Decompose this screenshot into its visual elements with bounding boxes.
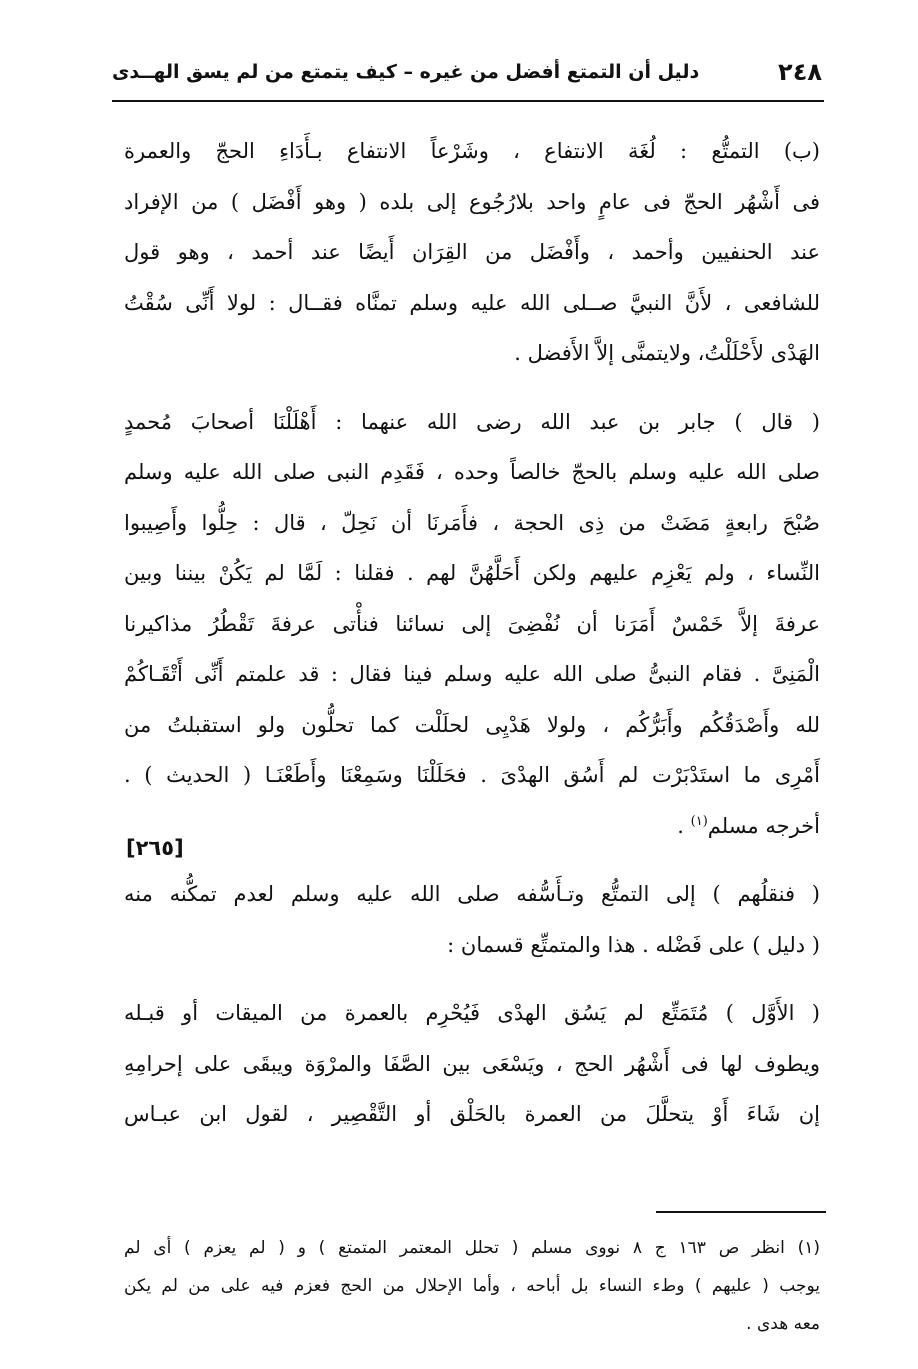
- text-line: ( الأَوَّل ) مُتَمَتِّع لم يَسُق الهدْى فَيُحْرِم بالعمرة من الميقات أو قبـله: [124, 1001, 820, 1025]
- footnote-line: معه هدى .: [746, 1314, 820, 1334]
- footnote-marker: (١): [690, 813, 708, 829]
- text-line: ( دليل ) على فَضْله . هذا والمتمتِّع قسمان :: [447, 932, 820, 957]
- text-line: الهَدْى لأَحْلَلْتُ، ولايتمنَّى إلاَّ الأَفضل .: [514, 341, 820, 365]
- paragraph-gap: [124, 851, 820, 869]
- paragraph-gap: [124, 970, 820, 988]
- text-line: أَمْرِى ما استَدْبَرْت لم أَسُق الهدْىَ . فحَلَلْنَا وسَمِعْنَا وأَطَعْنَـا ( الحديث ) .: [124, 763, 820, 787]
- text-line: (ب) التمتُّع : لُغَة الانتفاع ، وشَرْعاً الانتفاع بـأَدَاءِ الحجّ والعمرة: [124, 139, 820, 163]
- text-line: الْمَنِىَّ . فقام النبىُّ صلى الله عليه وسلم فينا فقال : قد علمتم أَنِّى أَتْقَـاكُمْ: [124, 662, 820, 686]
- header-rule: [112, 100, 824, 102]
- text-line: فى أَشْهُر الحجّ فى عامٍ واحد بلارُجُوع إلى بلده ( وهو أَفْضَل ) من الإفراد: [124, 189, 820, 214]
- page-number: ٢٤٨: [778, 58, 822, 86]
- paragraph-gap: [124, 379, 820, 397]
- paragraph-first-type: [124, 988, 820, 1140]
- page-header: [112, 52, 822, 92]
- text-line: للشافعى ، لأَنَّ النبيَّ صــلى الله عليه وسلم تمنَّاه فقــال : لولا أَنِّى سُقْتُ: [124, 290, 820, 315]
- running-title: دليل أن التمتع أفضل من غيره – كيف يتمتع من لم يسق الهــدى: [112, 61, 700, 83]
- text-line: النِّساء ، ولم يَعْزِم عليهم ولكن أَحَلَّهُنَّ لهم . فقلنا : لَمَّا لم يَكُنْ بيننا وبين: [124, 561, 820, 585]
- footnote-rule: [656, 1211, 826, 1213]
- footnote-line: يوجب ( عليهم ) وطء النساء بل أباحه ، وأما الإحلال من الحج فعزم فيه على من لم يكن: [124, 1276, 820, 1296]
- footnotes: [124, 1229, 820, 1343]
- text-line: إن شَاءَ أَوْ يتحلَّلَ من العمرة بالحَلْق أو التَّقْصِير ، لقول ابن عبـاس: [124, 1102, 820, 1126]
- hadith-number: [٢٦٥]: [126, 836, 184, 860]
- text-line: صلى الله عليه وسلم بالحجّ خالصاً وحده ، فَقَدِم النبى صلى الله عليه وسلم: [124, 460, 820, 484]
- text-line: عرفةَ إلاَّ خَمْسٌ أَمَرَنا أن نُفْضِىَ إلى نسائنا فنأْتى عرفةَ تَقْطُرُ مذاكيرنا: [124, 611, 820, 636]
- text-line: صُبْحَ رابعةٍ مَضَتْ من ذِى الحجة ، فأَمَرنَا أن نَحِلّ ، قال : حِلُّوا وأَصِيبوا: [124, 510, 820, 535]
- text-line: ويطوف لها فى أَشْهُر الحج ، ويَسْعَى بين الصَّفَا والمرْوَة ويبقَى على إحرامِهِ: [124, 1051, 820, 1076]
- paragraph-hadith-jabir: [124, 397, 820, 852]
- paragraph-tamattu-definition: [124, 126, 820, 379]
- paragraph-evidence: [124, 869, 820, 970]
- text-line: ( فنقلُهم ) إلى التمتُّع وتـأَسُّفه صلى الله عليه وسلم لعدم تمكُّنه منه: [124, 882, 820, 906]
- main-text: [124, 126, 820, 1140]
- hadith-source: أخرجه مسلم: [707, 813, 820, 838]
- text-line: لله وأَصْدَقُكُم وأَبَرُّكُم ، ولولا هَدْيِى لحلَلْت كما تحلُّون ولو استقبلتُ من: [124, 712, 820, 737]
- hadith-source-line: أخرجه مسلم$^{(١)}$ .: [677, 813, 820, 838]
- text-line: عند الحنفيين وأحمد ، وأَفْضَل من القِرَان أَيضًا عند أحمد ، وهو قول: [124, 240, 820, 264]
- text-line: ( قال ) جابر بن عبد الله رضى الله عنهما : أَهْلَلْنَا أصحابَ مُحمدٍ: [124, 409, 820, 434]
- footnote-line: (١) انظر ص ١٦٣ ج ٨ نووى مسلم ( تحلل المعتمر المتمتع ) و ( لم يعزم ) أى لم: [124, 1238, 820, 1258]
